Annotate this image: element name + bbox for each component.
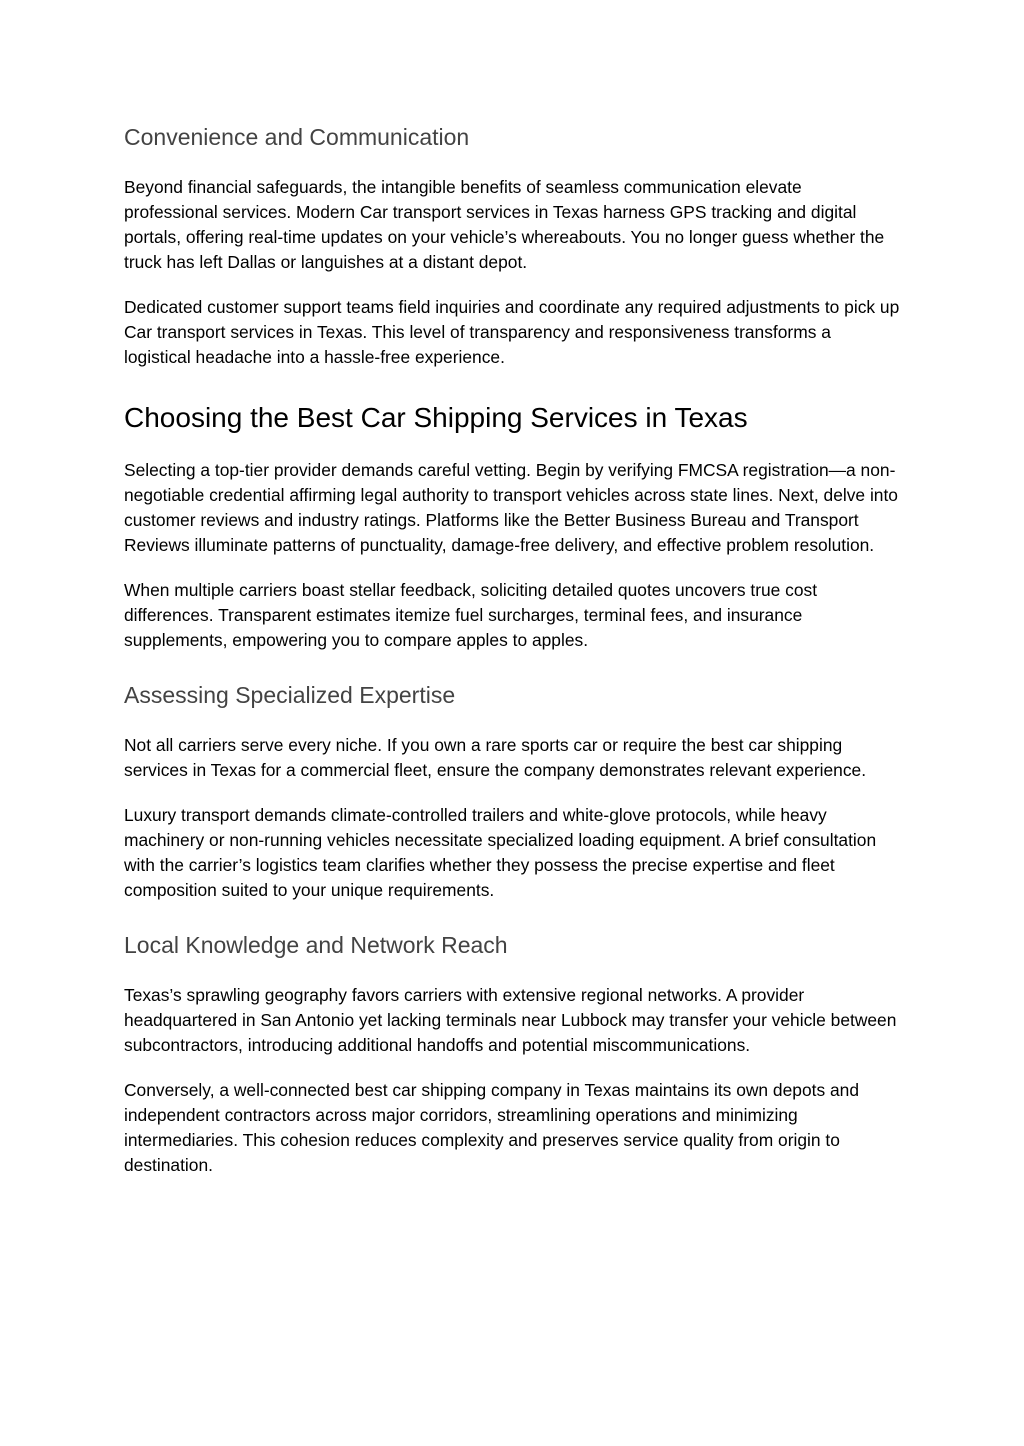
section-heading-choosing: Choosing the Best Car Shipping Services in Texas	[124, 402, 748, 433]
document-page	[124, 122, 900, 1178]
paragraph: Conversely, a well-connected best car shipping company in Texas maintains its own depots and independent contractors across major corridors, streamlining operations and minimizing intermediaries. This cohesion reduces complexity and preserves service quality from origin to destination.	[124, 1080, 859, 1175]
paragraph: When multiple carriers boast stellar feedback, soliciting detailed quotes uncovers true cost differences. Transparent estimates itemize fuel surcharges, terminal fees, and insurance supplements, empowering you to compare apples to apples.	[124, 580, 818, 650]
paragraph: Texas’s sprawling geography favors carriers with extensive regional networks. A provider headquartered in San Antonio yet lacking terminals near Lubbock may transfer your vehicle between subcontractors, introducing additional handoffs and potential miscommunications.	[124, 985, 897, 1055]
section-heading-local-knowledge: Local Knowledge and Network Reach	[124, 932, 508, 958]
paragraph: Luxury transport demands climate-controlled trailers and white-glove protocols, while heavy machinery or non-running vehicles necessitate specialized loading equipment. A brief consultation with the carrier’s logistics team clarifies whether they possess the precise expertise and fleet composition suited to your unique requirements.	[124, 805, 877, 900]
paragraph: Selecting a top-tier provider demands careful vetting. Begin by verifying FMCSA registration—a non-negotiable credential affirming legal authority to transport vehicles across state lines. Next, delve into customer reviews and industry ratings. Platforms like the Better Business Bureau and Transport Reviews illuminate patterns of punctuality, damage-free delivery, and effective problem resolution.	[124, 460, 898, 555]
paragraph: Beyond financial safeguards, the intangible benefits of seamless communication elevate professional services. Modern Car transport services in Texas harness GPS tracking and digital portals, offering real-time updates on your vehicle’s whereabouts. You no longer guess whether the truck has left Dallas or languishes at a distant depot.	[124, 177, 885, 272]
paragraph: Dedicated customer support teams field inquiries and coordinate any required adjustments to pick up Car transport services in Texas. This level of transparency and responsiveness transforms a logistical headache into a hassle-free experience.	[124, 297, 900, 367]
paragraph: Not all carriers serve every niche. If you own a rare sports car or require the best car shipping services in Texas for a commercial fleet, ensure the company demonstrates relevant experience.	[124, 735, 867, 780]
section-heading-expertise: Assessing Specialized Expertise	[124, 682, 456, 708]
section-heading-convenience: Convenience and Communication	[124, 124, 470, 150]
